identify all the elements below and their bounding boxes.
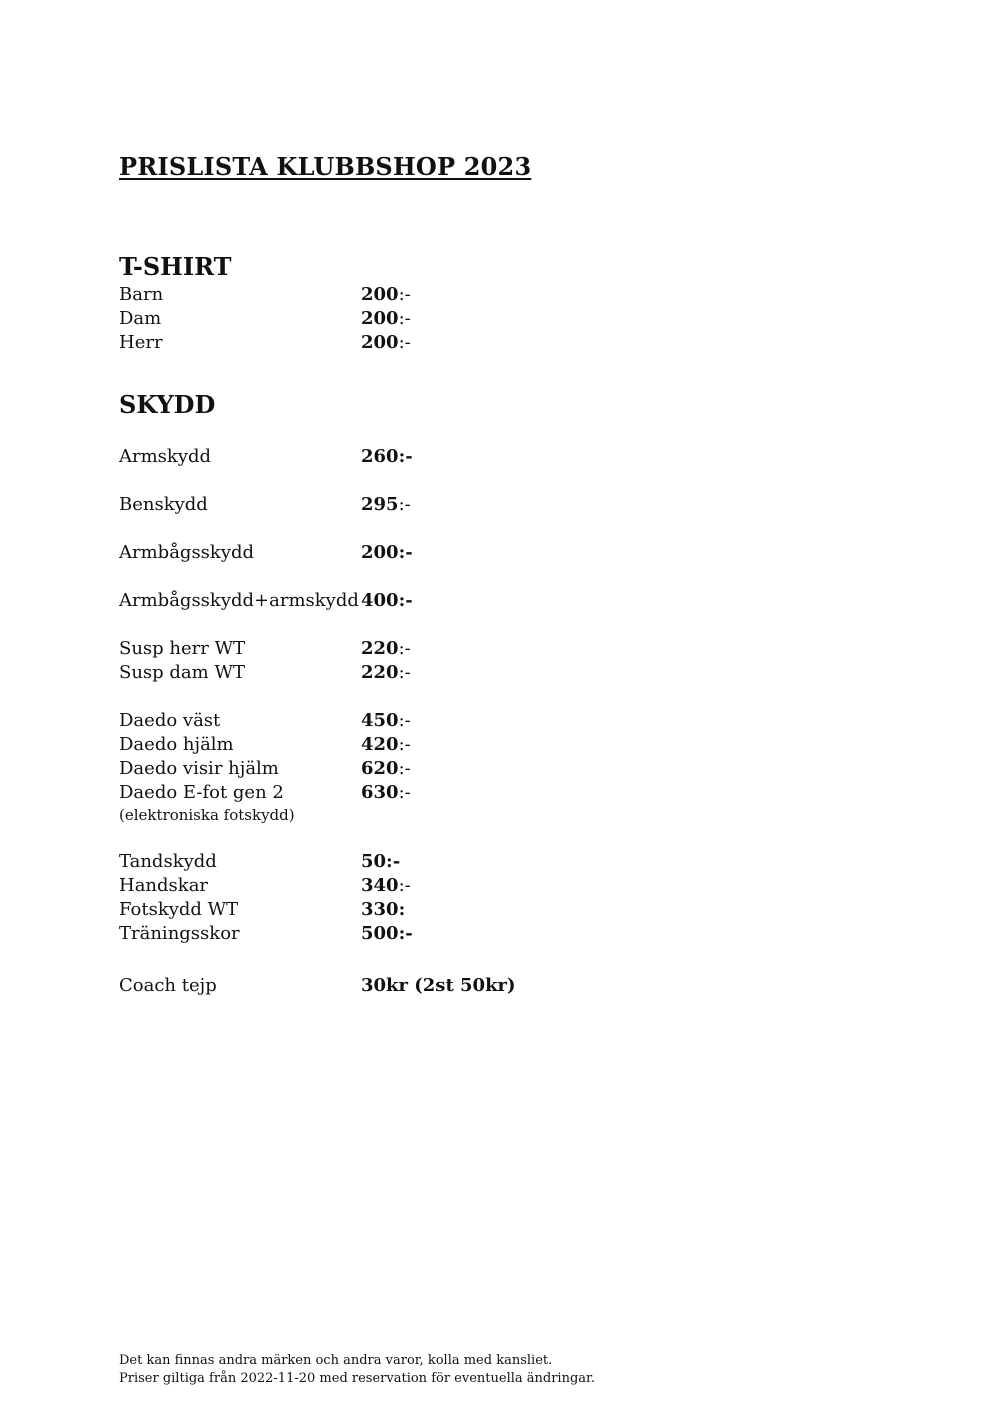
item-note: (elektroniska fotskydd) — [119, 806, 295, 824]
item-price — [361, 637, 411, 661]
item-price — [361, 589, 413, 613]
list-item — [119, 781, 679, 805]
item-price — [361, 850, 400, 874]
item-price-value: 50:- — [361, 851, 401, 872]
item-name: Susp herr WT — [119, 638, 246, 659]
item-name: Daedo hjälm — [119, 734, 234, 755]
item-price — [361, 331, 411, 355]
item-price-suffix: :- — [398, 662, 411, 683]
list-item — [119, 661, 679, 685]
item-price-value: 330: — [361, 899, 406, 920]
list-item — [119, 922, 679, 946]
item-price-value: 30kr (2st 50kr) — [361, 975, 516, 996]
item-price-value: 200:- — [361, 542, 413, 563]
item-price — [361, 307, 411, 331]
section-heading-skydd: SKYDD — [119, 390, 216, 419]
item-name: Armbågsskydd — [119, 542, 255, 563]
item-price-suffix: :- — [398, 758, 411, 779]
item-price — [361, 922, 413, 946]
item-price-suffix: :- — [398, 494, 411, 515]
item-name: Armbågsskydd+armskydd — [119, 590, 359, 611]
list-item — [119, 709, 679, 733]
item-name: Daedo visir hjälm — [119, 758, 279, 779]
item-name: Träningsskor — [119, 923, 240, 944]
list-item — [119, 493, 679, 517]
list-item — [119, 757, 679, 781]
item-name: Armskydd — [119, 446, 212, 467]
item-name: Daedo E-fot gen 2 — [119, 782, 284, 803]
item-price — [361, 733, 411, 757]
item-price-value: 630 — [361, 782, 399, 803]
item-price — [361, 445, 413, 469]
item-name: Benskydd — [119, 494, 208, 515]
item-name: Coach tejp — [119, 975, 217, 996]
item-price-value: 500:- — [361, 923, 413, 944]
item-name: Susp dam WT — [119, 662, 245, 683]
item-name: Dam — [119, 308, 162, 329]
list-item — [119, 637, 679, 661]
item-price — [361, 898, 405, 922]
item-name: Barn — [119, 284, 164, 305]
item-name: Daedo väst — [119, 710, 221, 731]
list-item — [119, 974, 679, 998]
footer-notes — [119, 1352, 595, 1388]
item-price-value: 260:- — [361, 446, 413, 467]
section-heading-tshirt: T-SHIRT — [119, 252, 232, 281]
item-price-suffix: :- — [398, 734, 411, 755]
list-item — [119, 445, 679, 469]
footer-line: Priser giltiga från 2022-11-20 med reservation för eventuella ändringar. — [119, 1371, 595, 1386]
item-price — [361, 974, 516, 998]
item-price — [361, 493, 411, 517]
item-price-value: 220 — [361, 638, 399, 659]
item-price — [361, 541, 413, 565]
item-price-value: 420 — [361, 734, 399, 755]
item-price-suffix: :- — [398, 332, 411, 353]
item-price-suffix: :- — [398, 875, 411, 896]
list-item — [119, 850, 679, 874]
item-price-value: 200 — [361, 284, 399, 305]
item-price-value: 200 — [361, 332, 399, 353]
item-price — [361, 661, 411, 685]
item-price — [361, 709, 411, 733]
item-name: Herr — [119, 332, 163, 353]
page-title: PRISLISTA KLUBBSHOP 2023 — [119, 152, 532, 181]
item-price-suffix: :- — [398, 638, 411, 659]
item-price-suffix: :- — [398, 782, 411, 803]
item-price-value: 340 — [361, 875, 399, 896]
list-item — [119, 874, 679, 898]
item-price-value: 400:- — [361, 590, 413, 611]
item-price — [361, 757, 411, 781]
list-item — [119, 733, 679, 757]
item-price-suffix: :- — [398, 284, 411, 305]
list-item — [119, 331, 679, 355]
item-price — [361, 874, 411, 898]
list-item — [119, 898, 679, 922]
item-price-suffix: :- — [398, 710, 411, 731]
item-price-value: 200 — [361, 308, 399, 329]
item-price-suffix: :- — [398, 308, 411, 329]
list-item — [119, 589, 679, 613]
item-price-value: 220 — [361, 662, 399, 683]
list-item — [119, 541, 679, 565]
item-name: Handskar — [119, 875, 209, 896]
item-price-value: 620 — [361, 758, 399, 779]
item-name: Tandskydd — [119, 851, 217, 872]
list-item — [119, 283, 679, 307]
item-price — [361, 283, 411, 307]
item-price — [361, 781, 411, 805]
item-price-value: 295 — [361, 494, 399, 515]
footer-line: Det kan finnas andra märken och andra varor, kolla med kansliet. — [119, 1353, 553, 1368]
item-name: Fotskydd WT — [119, 899, 239, 920]
list-item — [119, 307, 679, 331]
item-price-value: 450 — [361, 710, 399, 731]
